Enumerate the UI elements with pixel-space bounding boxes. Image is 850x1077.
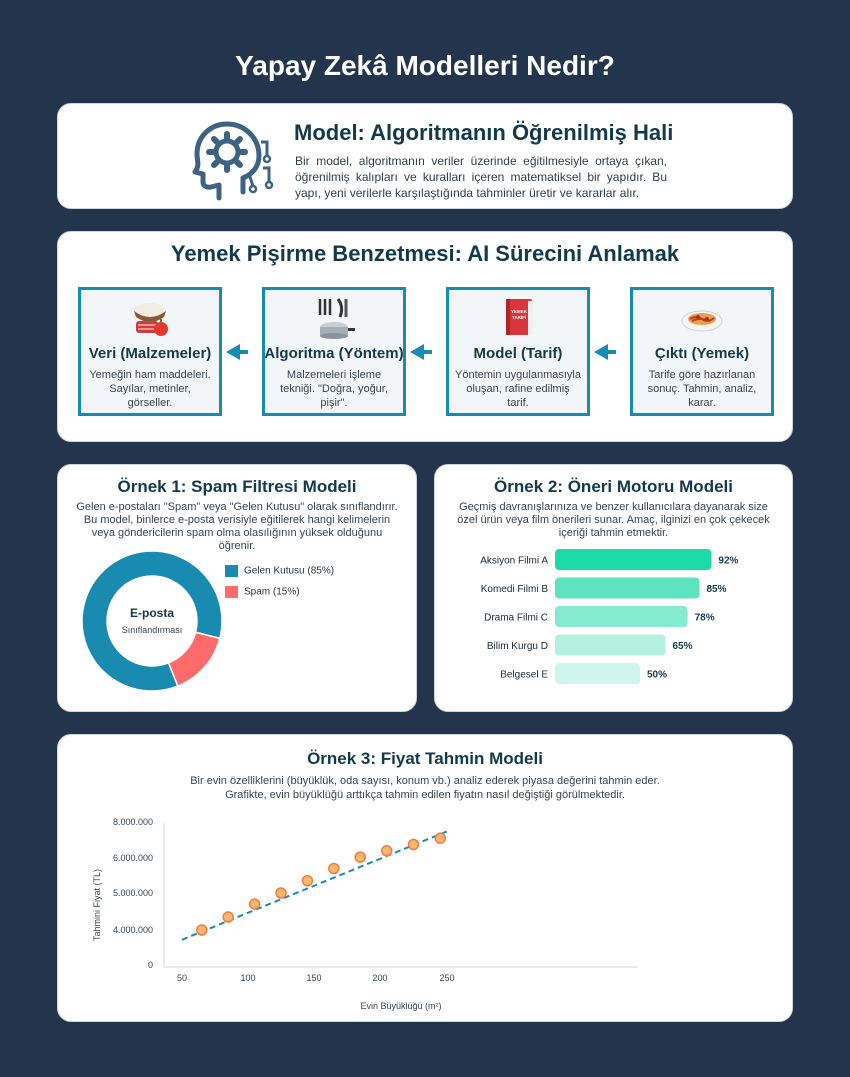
data-point: [276, 888, 286, 898]
y-tick-label: 5.000.000: [112, 888, 153, 898]
arrow-left-icon: [410, 344, 432, 360]
arrow-left-icon: [226, 344, 248, 360]
data-point: [302, 876, 312, 886]
bar-category-label: Belgesel E: [500, 669, 548, 681]
bar-value-label: 50%: [647, 669, 668, 681]
step-output: [630, 287, 774, 416]
bar: [555, 606, 688, 627]
price-scatter-chart: [58, 805, 794, 1020]
recommendation-engine-card: [434, 464, 793, 712]
x-tick-label: 200: [372, 973, 388, 983]
step-data: [78, 287, 222, 416]
head-gear-icon: [183, 112, 275, 202]
step-description: Malzemeleri işleme tekniği. "Doğra, yoğur, pişir".: [280, 369, 388, 409]
bar: [555, 578, 700, 599]
bar-value-label: 92%: [718, 555, 739, 567]
step-title: Veri (Malzemeler): [88, 345, 212, 362]
spam-donut-chart: [80, 549, 224, 693]
arrow-left-icon: [594, 344, 616, 360]
legend-label: Spam (15%): [244, 586, 300, 598]
bar-category-label: Drama Filmi C: [484, 612, 548, 624]
step-description: Yemeğin ham maddeleri. Sayılar, metinler, görseller.: [89, 369, 211, 409]
price-card-description: [98, 774, 752, 802]
bar-value-label: 65%: [672, 641, 693, 652]
step-title: Çıktı (Yemek): [654, 345, 750, 362]
step-title: Algoritma (Yöntem): [264, 345, 404, 362]
price-prediction-card: [57, 734, 793, 1022]
y-tick-label: 8.000.000: [112, 817, 153, 827]
legend-item-inbox: [225, 565, 334, 577]
bar-value-label: 78%: [694, 612, 715, 624]
donut-slice-spam: [169, 632, 220, 686]
svg-text:TARİFİ: TARİFİ: [511, 315, 527, 320]
data-point: [435, 833, 445, 843]
recommendation-bar-chart: [435, 545, 794, 695]
step-description: Tarife göre hazırlanan sonuç. Tahmin, analiz, karar.: [647, 369, 757, 409]
model-definition-card: [57, 103, 793, 209]
x-tick-label: 250: [439, 973, 455, 983]
bar-category-label: Aksiyon Filmi A: [480, 555, 548, 567]
bar: [555, 635, 666, 656]
analogy-title: Yemek Pişirme Benzetmesi: AI Sürecini Anlamak: [170, 241, 680, 266]
data-point: [355, 852, 365, 862]
spam-card-title: Örnek 1: Spam Filtresi Modeli: [117, 477, 357, 496]
recipe-book-icon: [496, 297, 540, 339]
bar-category-label: Komedi Filmi B: [480, 584, 548, 595]
step-description: Yöntemin uygulanmasıyla oluşan, rafine edilmiş tarif.: [455, 369, 581, 409]
cookware-icon: [312, 297, 356, 339]
reco-card-description: Geçmiş davranışlarınıza ve benzer kullanıcılara dayanarak size özel ürün veya film önerileri sunar. Amaç, ilginizi en çok çekecek içeriği tahmin etmektir.: [457, 501, 770, 539]
spam-filter-card: [57, 464, 417, 712]
svg-text:YEMEK: YEMEK: [510, 309, 528, 314]
legend-item-spam: [225, 586, 300, 598]
x-tick-label: 100: [240, 973, 256, 983]
data-point: [223, 912, 233, 922]
spam-card-description: Gelen e-postaları "Spam" veya "Gelen Kutusu" olarak sınıflandırır. Bu model, binlerce e-posta verisiyle eğitilerek hangi kelimelerin veya göndericilerin spam olma olasılığının yüksek olduğunu öğrenir.: [76, 501, 398, 552]
y-tick-label: 4.000.000: [112, 925, 153, 935]
x-tick-label: 150: [306, 973, 322, 983]
step-title: Model (Tarif): [473, 345, 563, 362]
model-card-description: Bir model, algoritmanın veriler üzerinde eğitilmesiyle ortaya çıkan, öğrenilmiş kalıpları ve kuralları içeren matematiksel bir yapıdır. Bu yapı, yeni verilerle karşılaştığında tahminler üretir ve kararlar alır.: [295, 154, 667, 200]
ingredients-icon: [128, 297, 172, 339]
y-tick-label: 6.000.000: [112, 853, 153, 863]
page-title: Yapay Zekâ Modelleri Nedir?: [235, 50, 615, 81]
y-axis-label: Tahmini Fiyat (TL): [92, 868, 102, 942]
donut-center-subtitle: Sınıflandırması: [121, 625, 183, 635]
bar-category-label: Bilim Kurgu D: [486, 641, 548, 652]
legend-label: Gelen Kutusu (85%): [244, 565, 335, 577]
reco-card-title: Örnek 2: Öneri Motoru Modeli: [494, 477, 733, 496]
x-axis-label: Evin Büyüklüğü (m²): [360, 1001, 442, 1011]
data-point: [382, 846, 392, 856]
step-algorithm: [262, 287, 406, 416]
data-point: [250, 899, 260, 909]
y-tick-label: 0: [147, 960, 153, 970]
step-model: [446, 287, 590, 416]
x-tick-label: 50: [176, 973, 188, 983]
legend-swatch: [225, 565, 238, 577]
data-point: [329, 864, 339, 874]
price-desc-line: Bir evin özelliklerini (büyüklük, oda sayısı, konum vb.) analiz ederek piyasa değerini tahmin eder.: [190, 775, 660, 787]
bar: [555, 549, 711, 570]
price-desc-line: Grafikte, evin büyüklüğü arttıkça tahmin edilen fiyatın nasıl değiştiği görülmektedir.: [225, 789, 625, 801]
data-point: [197, 925, 207, 935]
bar-value-label: 85%: [706, 584, 727, 595]
bar: [555, 663, 640, 684]
cooking-analogy-card: [57, 231, 793, 442]
data-point: [409, 840, 419, 850]
legend-swatch: [225, 586, 238, 598]
pasta-plate-icon: [680, 297, 724, 339]
donut-center-title: E-posta: [129, 606, 175, 620]
model-card-title: Model: Algoritmanın Öğrenilmiş Hali: [294, 120, 674, 145]
price-card-title: Örnek 3: Fiyat Tahmin Modeli: [307, 749, 543, 768]
